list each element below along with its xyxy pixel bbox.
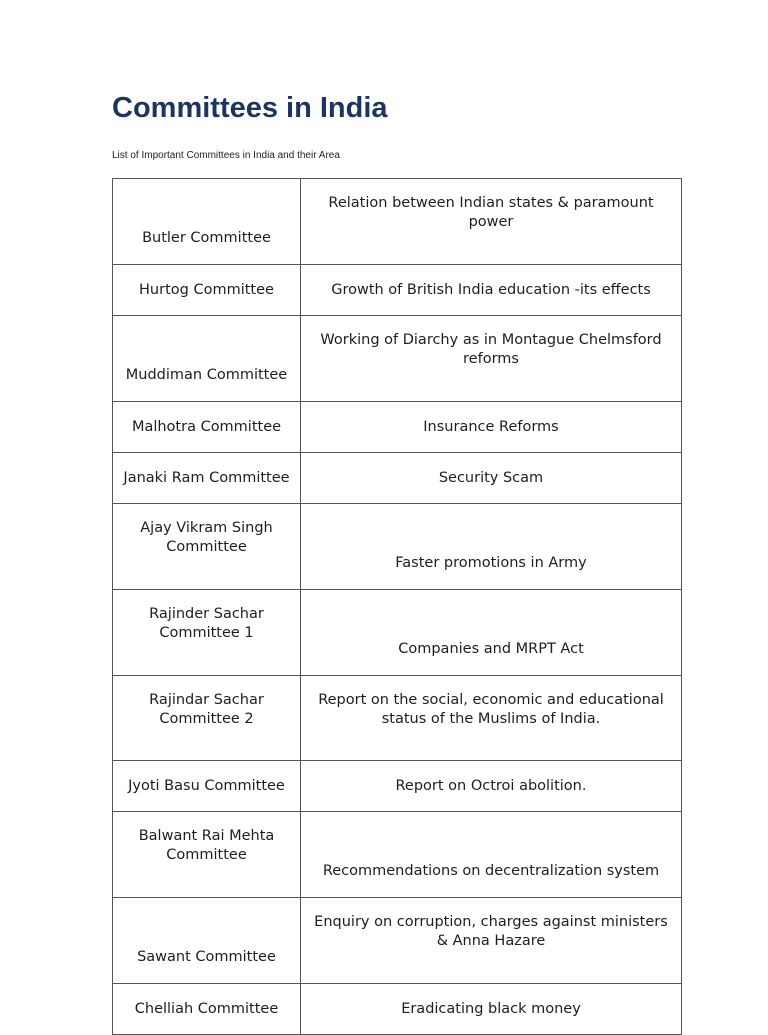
committee-name: Chelliah Committee xyxy=(113,984,301,1035)
page-title: Committees in India xyxy=(112,92,388,124)
committee-area: Enquiry on corruption, charges against ministers & Anna Hazare xyxy=(301,898,682,984)
committee-area: Relation between Indian states & paramount power xyxy=(301,179,682,265)
page-subtitle: List of Important Committees in India and their Area xyxy=(112,150,340,161)
table-row xyxy=(113,504,682,590)
table-row xyxy=(113,812,682,898)
table-row xyxy=(113,761,682,812)
committee-name: Muddiman Committee xyxy=(113,316,301,402)
table-row xyxy=(113,402,682,453)
committee-name: Janaki Ram Committee xyxy=(113,453,301,504)
table-row xyxy=(113,984,682,1035)
committee-area: Working of Diarchy as in Montague Chelmsford reforms xyxy=(301,316,682,402)
table-row xyxy=(113,898,682,984)
table-row xyxy=(113,676,682,761)
table-row xyxy=(113,590,682,676)
committee-name: Hurtog Committee xyxy=(113,265,301,316)
committee-name: Rajinder Sachar Committee 1 xyxy=(113,590,301,676)
table-row xyxy=(113,265,682,316)
committee-area: Eradicating black money xyxy=(301,984,682,1035)
committee-area: Insurance Reforms xyxy=(301,402,682,453)
committee-area: Companies and MRPT Act xyxy=(301,590,682,676)
committee-area: Report on the social, economic and educational status of the Muslims of India. xyxy=(301,676,682,761)
committee-area: Growth of British India education -its effects xyxy=(301,265,682,316)
committee-name: Sawant Committee xyxy=(113,898,301,984)
committee-name: Butler Committee xyxy=(113,179,301,265)
committee-area: Security Scam xyxy=(301,453,682,504)
committee-name: Malhotra Committee xyxy=(113,402,301,453)
committee-name: Rajindar Sachar Committee 2 xyxy=(113,676,301,761)
committee-name: Balwant Rai Mehta Committee xyxy=(113,812,301,898)
table-row xyxy=(113,316,682,402)
committee-area: Faster promotions in Army xyxy=(301,504,682,590)
table-row xyxy=(113,179,682,265)
committee-name: Jyoti Basu Committee xyxy=(113,761,301,812)
table-row xyxy=(113,453,682,504)
committee-area: Report on Octroi abolition. xyxy=(301,761,682,812)
committee-name: Ajay Vikram Singh Committee xyxy=(113,504,301,590)
committee-area: Recommendations on decentralization system xyxy=(301,812,682,898)
committees-table xyxy=(112,178,682,1035)
